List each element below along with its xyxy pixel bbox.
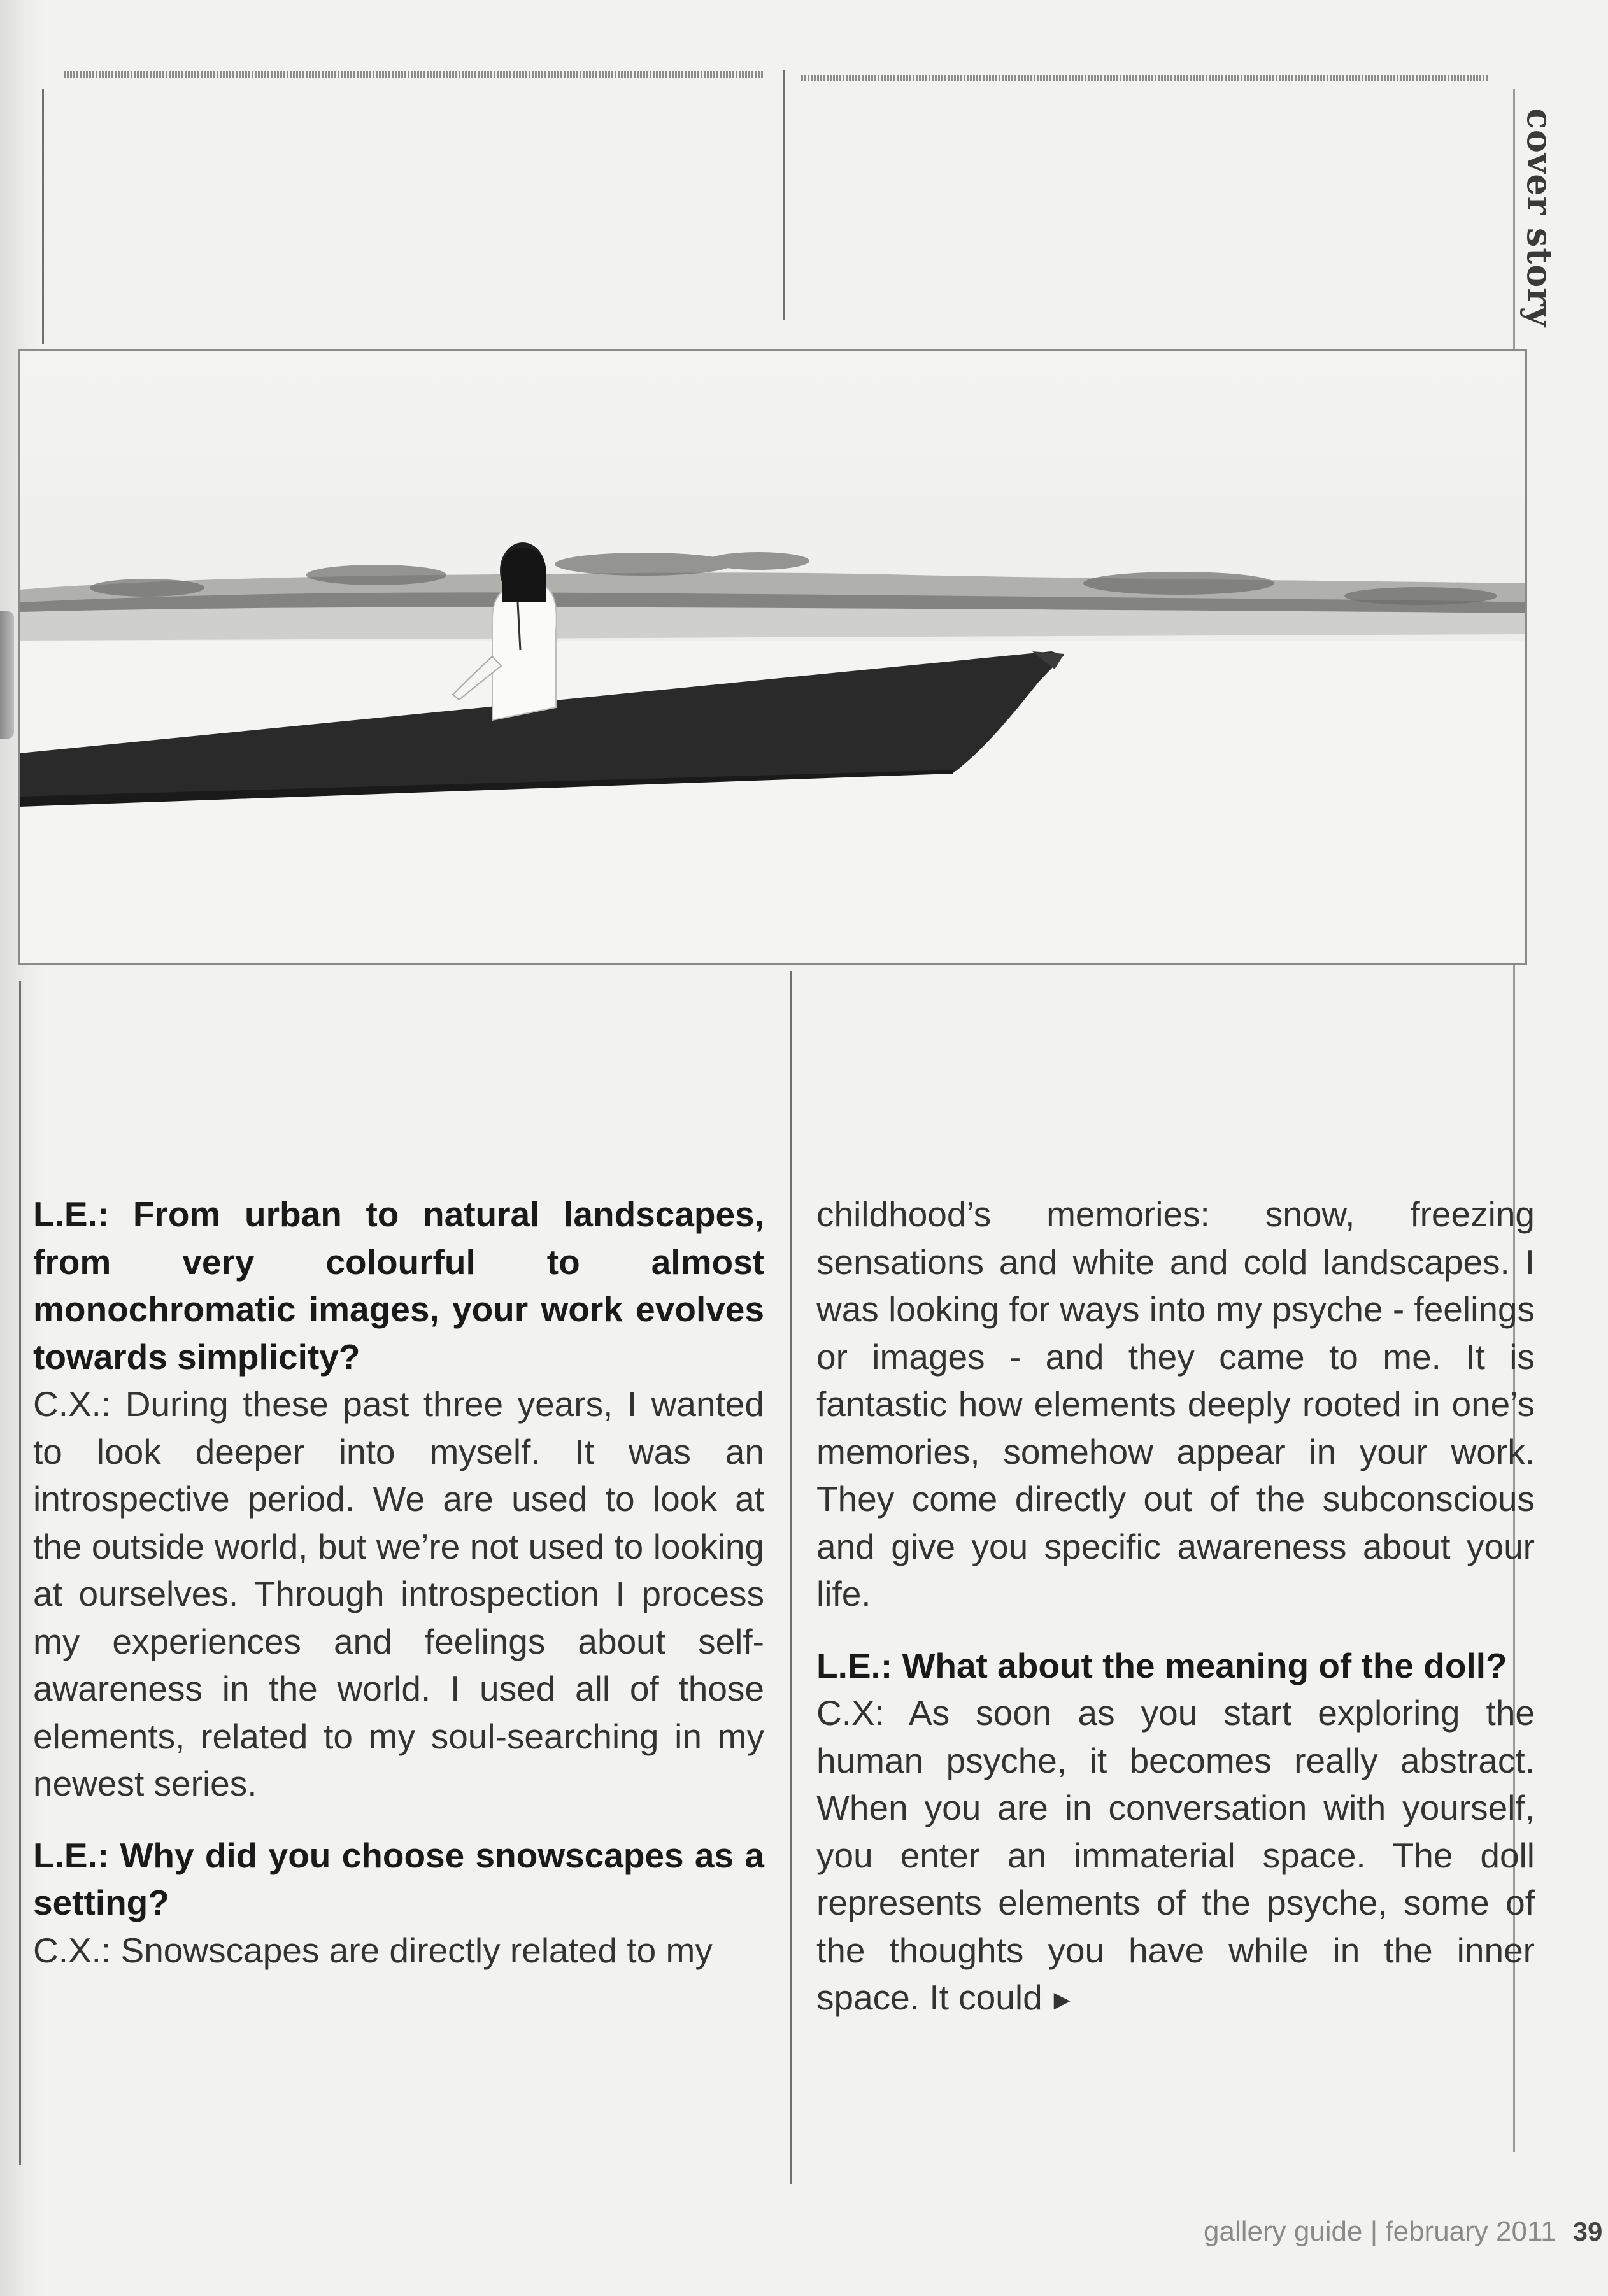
text-divider-left — [19, 981, 21, 2165]
article-column-right — [816, 1191, 1535, 2024]
answer-2-continued: childhood’s memories: snow, freezing sensations and white and cold landscapes. I was looking for ways into my psyche - feelings or images - and they came to me. It is fantastic how elements deeply rooted in one’s memories, somehow appear in your work. They come directly out of the subconscious and give you specific awareness about your life. — [816, 1194, 1535, 1613]
article-column-left — [33, 1191, 764, 1974]
answer-3-text: C.X: As soon as you start exploring the human psyche, it becomes really abstract. When you are in conversation with yourself, you enter an immaterial space. The doll represents elements of the psyche, some of the thoughts you have while in the inner space. It could — [816, 1693, 1535, 2017]
question-2: L.E.: Why did you choose snowscapes as a setting? — [33, 1835, 764, 1922]
answer-1: C.X.: During these past three years, I wanted to look deeper into myself. It was an introspective period. We are used to look at the outside world, but we’re not used to looking at ourselves. Through introspection I process my experiences and feelings about self-awareness in the world. I used all of those elements, related to my soul-searching in my newest series. — [33, 1384, 764, 1803]
page-edge-tab — [0, 611, 14, 739]
answer-2-start: C.X.: Snowscapes are directly related to my — [33, 1930, 713, 1970]
question-3: L.E.: What about the meaning of the doll? — [816, 1645, 1507, 1685]
continue-arrow-icon: ▶ — [1053, 1988, 1071, 2013]
publication-info: gallery guide | february 2011 — [1204, 2216, 1556, 2247]
answer-3 — [816, 1689, 1535, 2024]
top-divider-center — [783, 70, 785, 320]
top-rule-left — [64, 71, 764, 78]
question-1: L.E.: From urban to natural landscapes, from very colourful to almost monochromatic images, your work evolves towards simplicity? — [33, 1194, 764, 1377]
text-divider-center — [790, 971, 792, 2184]
top-divider-left — [42, 89, 44, 344]
top-rule-right — [801, 75, 1489, 81]
page-number: 39 — [1572, 2216, 1603, 2246]
page-footer — [1204, 2216, 1603, 2267]
cover-photograph — [18, 349, 1527, 965]
section-label: cover story — [1519, 108, 1560, 328]
photo-illustration — [20, 351, 1525, 963]
